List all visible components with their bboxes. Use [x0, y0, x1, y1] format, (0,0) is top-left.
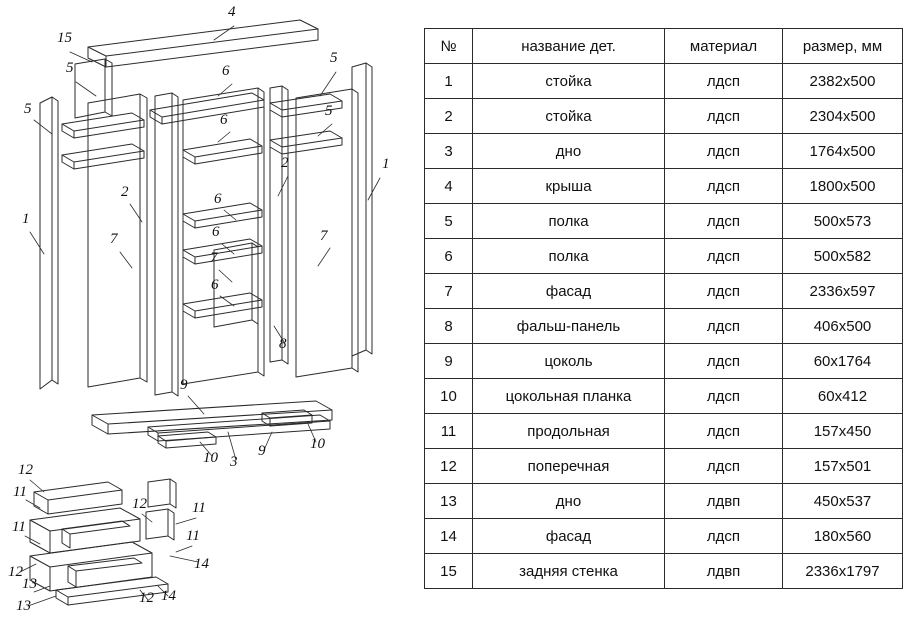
cell-number: 9 [425, 344, 473, 379]
header-part-name: название дет. [473, 29, 665, 64]
cell-material: лдсп [665, 379, 783, 414]
cell-number: 8 [425, 309, 473, 344]
table-row [425, 554, 903, 589]
table-row [425, 519, 903, 554]
drawer-group-bottom [30, 542, 152, 591]
cell-part-name: задняя стенка [473, 554, 665, 589]
table-row [425, 134, 903, 169]
callout-6: 6 [211, 277, 219, 293]
cell-part-name: поперечная [473, 449, 665, 484]
drawer-group-middle [30, 508, 140, 553]
part-side-1-left [40, 97, 58, 389]
cell-material: лдвп [665, 554, 783, 589]
table-row [425, 239, 903, 274]
cell-size: 450x537 [783, 484, 903, 519]
cell-number: 3 [425, 134, 473, 169]
cell-part-name: полка [473, 239, 665, 274]
callout-13: 13 [22, 576, 37, 592]
callout-1: 1 [382, 156, 390, 172]
callout-12: 12 [139, 590, 154, 606]
cell-number: 4 [425, 169, 473, 204]
cell-size: 2336x597 [783, 274, 903, 309]
cell-part-name: стойка [473, 64, 665, 99]
cell-part-name: крыша [473, 169, 665, 204]
cell-size: 2382x500 [783, 64, 903, 99]
cell-number: 15 [425, 554, 473, 589]
table-row [425, 204, 903, 239]
cell-size: 157x450 [783, 414, 903, 449]
cell-size: 2336x1797 [783, 554, 903, 589]
callout-7: 7 [110, 231, 118, 247]
table-row [425, 484, 903, 519]
part-roof-4 [88, 20, 318, 67]
cell-material: лдсп [665, 204, 783, 239]
drawer-front-14-middle [146, 509, 174, 540]
exploded-assembly-drawing [0, 0, 420, 624]
cell-material: лдсп [665, 99, 783, 134]
callout-5: 5 [330, 50, 338, 66]
cell-number: 11 [425, 414, 473, 449]
table-row [425, 64, 903, 99]
part-side-2-center-left [155, 93, 178, 396]
table-row [425, 169, 903, 204]
part-plinth-9 [148, 415, 330, 441]
cell-size: 157x501 [783, 449, 903, 484]
table-row [425, 344, 903, 379]
callout-13: 13 [16, 598, 31, 614]
cell-material: лдсп [665, 64, 783, 99]
cell-material: лдсп [665, 134, 783, 169]
table-row [425, 449, 903, 484]
drawing-canvas [0, 0, 420, 624]
cell-size: 2304x500 [783, 99, 903, 134]
callout-12: 12 [18, 462, 33, 478]
cell-material: лдсп [665, 309, 783, 344]
cell-number: 2 [425, 99, 473, 134]
cell-number: 6 [425, 239, 473, 274]
cell-number: 13 [425, 484, 473, 519]
callout-5: 5 [24, 101, 32, 117]
part-side-2-right [270, 86, 288, 364]
part-shelf-5-left-group [62, 113, 144, 169]
cell-material: лдсп [665, 519, 783, 554]
callout-14: 14 [161, 588, 176, 604]
callout-6: 6 [220, 112, 228, 128]
callout-11: 11 [186, 528, 200, 544]
cell-size: 500x573 [783, 204, 903, 239]
callout-4: 4 [228, 4, 236, 20]
parts-table-body [425, 64, 903, 589]
table-row [425, 99, 903, 134]
callout-5: 5 [66, 60, 74, 76]
callout-9: 9 [180, 377, 188, 393]
part-shelf-6-top [150, 93, 264, 124]
cell-part-name: полка [473, 204, 665, 239]
cell-number: 7 [425, 274, 473, 309]
cell-number: 12 [425, 449, 473, 484]
callout-11: 11 [12, 519, 26, 535]
cell-part-name: дно [473, 484, 665, 519]
callout-7: 7 [210, 250, 218, 266]
cell-material: лдсп [665, 344, 783, 379]
table-row [425, 274, 903, 309]
cell-number: 14 [425, 519, 473, 554]
cell-size: 1764x500 [783, 134, 903, 169]
cell-part-name: фасад [473, 519, 665, 554]
cell-size: 1800x500 [783, 169, 903, 204]
table-row [425, 379, 903, 414]
callout-1: 1 [22, 211, 30, 227]
cell-part-name: стойка [473, 99, 665, 134]
callout-3: 3 [230, 454, 238, 470]
cell-size: 180x560 [783, 519, 903, 554]
callout-11: 11 [192, 500, 206, 516]
callout-2: 2 [121, 184, 129, 200]
cell-part-name: фальш-панель [473, 309, 665, 344]
callout-15: 15 [57, 30, 72, 46]
callout-10: 10 [203, 450, 218, 466]
callout-9: 9 [258, 443, 266, 459]
callout-11: 11 [13, 484, 27, 500]
header-material: материал [665, 29, 783, 64]
callout-14: 14 [194, 556, 209, 572]
parts-table-container [424, 28, 902, 589]
callout-6: 6 [222, 63, 230, 79]
cell-number: 5 [425, 204, 473, 239]
cell-material: лдвп [665, 484, 783, 519]
callout-7: 7 [320, 228, 328, 244]
callout-10: 10 [310, 436, 325, 452]
callout-8: 8 [279, 336, 287, 352]
cell-part-name: продольная [473, 414, 665, 449]
cell-part-name: цоколь [473, 344, 665, 379]
cell-size: 60x412 [783, 379, 903, 414]
table-row [425, 414, 903, 449]
cell-part-name: дно [473, 134, 665, 169]
cell-size: 500x582 [783, 239, 903, 274]
cell-size: 406x500 [783, 309, 903, 344]
part-side-1-right [352, 63, 372, 356]
cell-material: лдсп [665, 414, 783, 449]
cell-number: 1 [425, 64, 473, 99]
table-header-row [425, 29, 903, 64]
callout-6: 6 [214, 191, 222, 207]
callout-2: 2 [281, 155, 289, 171]
part-shelf-6-group [183, 139, 262, 318]
cell-material: лдсп [665, 169, 783, 204]
table-row [425, 309, 903, 344]
cell-number: 10 [425, 379, 473, 414]
cell-part-name: фасад [473, 274, 665, 309]
cell-material: лдсп [665, 449, 783, 484]
callout-5: 5 [325, 103, 333, 119]
cell-size: 60x1764 [783, 344, 903, 379]
header-size: размер, мм [783, 29, 903, 64]
part-door-7-left [88, 94, 147, 387]
part-false-panel-8 [214, 243, 258, 327]
part-center-column [183, 88, 264, 384]
header-number: № [425, 29, 473, 64]
callout-6: 6 [212, 224, 220, 240]
cell-material: лдсп [665, 239, 783, 274]
part-back-panel-15 [75, 59, 112, 118]
cell-material: лдсп [665, 274, 783, 309]
callout-12: 12 [8, 564, 23, 580]
parts-table [424, 28, 903, 589]
callout-12: 12 [132, 496, 147, 512]
drawer-front-14-top [148, 479, 176, 508]
cell-part-name: цокольная планка [473, 379, 665, 414]
